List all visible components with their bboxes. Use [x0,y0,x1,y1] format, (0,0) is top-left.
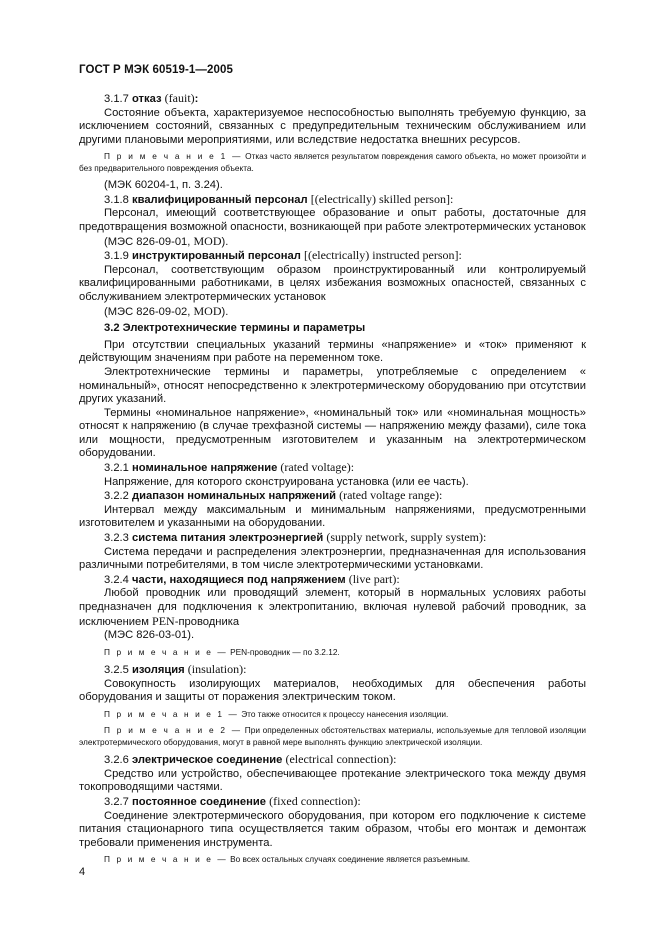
definition-text: Любой проводник или проводящий элемент, который в нормальных условиях работы предназначен для подключения к электропитанию, включая нулевой рабочий проводник, за исключением [79,587,586,628]
term-3-1-7-note [79,151,586,174]
term-english: [(electrically) instructed person]: [303,248,462,263]
term-number: 3.1.8 [104,193,129,206]
term-name: номинальное напряжение [132,462,278,475]
term-3-2-5-definition: Совокупность изолирующих материалов, необходимых для обеспечения работы оборудования и защиты от поражения электрическим током. [79,677,586,704]
term-3-2-5-note-1 [79,709,586,720]
term-3-2-5-note-2 [79,725,586,748]
term-english: (electrical connection): [285,752,397,767]
term-3-2-4-reference: (МЭС 826-03-01). [104,629,195,642]
term-english: (insulation): [187,662,247,677]
note-label: П р и м е ч а н и е — [104,854,228,865]
term-3-1-8-heading [79,193,586,208]
section-3-2-paragraph-2: Электротехнические термины и параметры, употребляемые с определением « номинальный», относят непосредственно к электротермическому оборудованию при отсутствии других указаний. [79,365,586,406]
term-3-1-7-heading [79,92,586,107]
term-english: [(electrically) skilled person]: [310,191,454,206]
term-english: (supply network, supply system): [326,530,487,545]
pen-abbreviation: PEN [152,613,175,628]
term-3-2-1-definition: Напряжение, для которого сконструирована установка (или ее часть). [104,475,469,488]
reference-mod: MOD [193,233,222,248]
term-3-2-5-heading [79,663,586,678]
term-english: (fauit) [164,91,195,105]
term-3-1-8-reference [79,235,586,250]
term-3-1-7-reference: (МЭК 60204-1, п. 3.24). [104,179,223,192]
note-label: П р и м е ч а н и е 1 — [104,708,239,719]
note-text: Во всех остальных случаях соединение является разъемным. [230,854,471,865]
note-text: Это также относится к процессу нанесения изоляции. [241,708,449,719]
term-name: отказ [132,93,162,105]
term-name: диапазон номинальных напряжений [132,490,336,503]
term-name: квалифицированный персонал [132,193,308,206]
term-3-1-7-definition: Состояние объекта, характеризуемое неспособностью выполнять требуемую функцию, за исключением состояний, связанных с предупредительным техническим обслуживанием или другими плановыми мероприятиями, или вследствие недостатка внешних ресурсов. [79,106,586,146]
term-3-1-8-definition: Персонал, имеющий соответствующее образование и опыт работы, достаточные для предотвращения возможной опасности, возникающей при работе электротермических установок [79,207,586,233]
term-name: части, находящиеся под напряжением [132,573,346,586]
section-3-2-title: 3.2 Электротехнические термины и параметры [104,322,366,335]
reference-text: (МЭС 826-09-02, [104,305,194,318]
note-label: П р и м е ч а н и е 1 — [104,151,243,162]
term-number: 3.1.7 [104,93,129,105]
note-label: П р и м е ч а н и е 2 — [104,725,243,736]
term-3-1-9-definition: Персонал, соответствующим образом проинструктированный или контролируемый квалифицированными работниками, в целях избежания возможных опасностей, связанных с обслуживанием электротермических установок [79,263,586,303]
term-3-1-9-heading [79,249,586,264]
term-3-2-3-definition: Система передачи и распределения электроэнергии, предназначенная для использования различными потребителями, в том числе электротермическими установками. [79,545,586,572]
term-english: (rated voltage range): [339,488,443,503]
term-number: 3.2.6 [104,754,129,767]
reference-end: ). [221,305,229,318]
term-number: 3.2.2 [104,490,129,503]
term-3-2-6-definition: Средство или устройство, обеспечивающее протекание электрического тока между двумя токопроводящими частями. [79,767,586,794]
term-english: (fixed connection): [269,793,361,808]
note-text: Отказ часто является результатом повреждения самого объекта, но может произойти и без предварительного повреждения объекта. [79,151,586,173]
term-name: электрическое соединение [132,754,283,767]
term-3-2-6-heading [79,753,586,768]
term-3-2-1-heading [79,461,586,476]
term-number: 3.1.9 [104,250,129,263]
reference-mod: MOD [193,303,222,318]
term-3-2-3-heading [79,531,586,546]
term-number: 3.2.3 [104,532,129,545]
term-3-2-4-note [79,647,586,658]
term-3-2-7-definition: Соединение электротермического оборудования, при котором его подключение к системе питания стационарного типа осуществляется таким образом, чтобы его монтаж и демонтаж требовали применения инструмента. [79,809,586,849]
term-3-2-4-definition [79,587,586,629]
term-3-2-7-heading [79,795,586,810]
term-english: (live part): [348,571,400,586]
note-text: -проводник — по 3.2.12. [247,646,340,657]
term-number: 3.2.4 [104,573,129,586]
term-3-2-2-definition: Интервал между максимальным и минимальным напряжениями, предусмотренными изготовителем и указанными на оборудовании. [79,503,586,530]
term-number: 3.2.5 [104,664,129,677]
term-number: 3.2.7 [104,795,129,808]
note-pen: PEN [230,646,248,657]
term-english: (rated voltage): [280,460,355,475]
definition-end: -проводника [174,615,240,628]
term-colon: : [194,93,199,105]
term-3-2-2-heading [79,489,586,504]
term-name: инструктированный персонал [132,250,301,263]
note-label: П р и м е ч а н и е — [104,646,228,657]
note-text: При определенных обстоятельствах материалы, используемые для тепловой изоляции электротермического оборудования, могут в равной мере выполнять функцию электрической изоляции. [79,725,586,747]
document-body [79,92,586,871]
section-3-2-paragraph-3: Термины «номинальное напряжение», «номинальный ток» или «номинальная мощность» относят к напряжению (в случае трехфазной системы — напряжению между фазами), силе тока или мощности, предусмотренным изготовителем и указанным на электротермическом оборудовании. [79,406,586,460]
page-number: 4 [79,866,86,878]
section-3-2-paragraph-1: При отсутствии специальных указаний термины «напряжение» и «ток» применяют к действующим значениям при работе на переменном токе. [79,338,586,365]
reference-text: (МЭС 826-09-01, [104,235,194,248]
term-3-1-9-reference [79,305,586,320]
term-3-2-4-heading [79,573,586,588]
term-name: изоляция [132,664,185,677]
document-header: ГОСТ Р МЭК 60519-1—2005 [79,64,233,76]
term-name: система питания электроэнергией [132,532,324,545]
term-name: постоянное соединение [132,795,266,808]
reference-end: ). [221,235,229,248]
term-3-2-7-note [79,854,586,865]
term-number: 3.2.1 [104,462,129,475]
